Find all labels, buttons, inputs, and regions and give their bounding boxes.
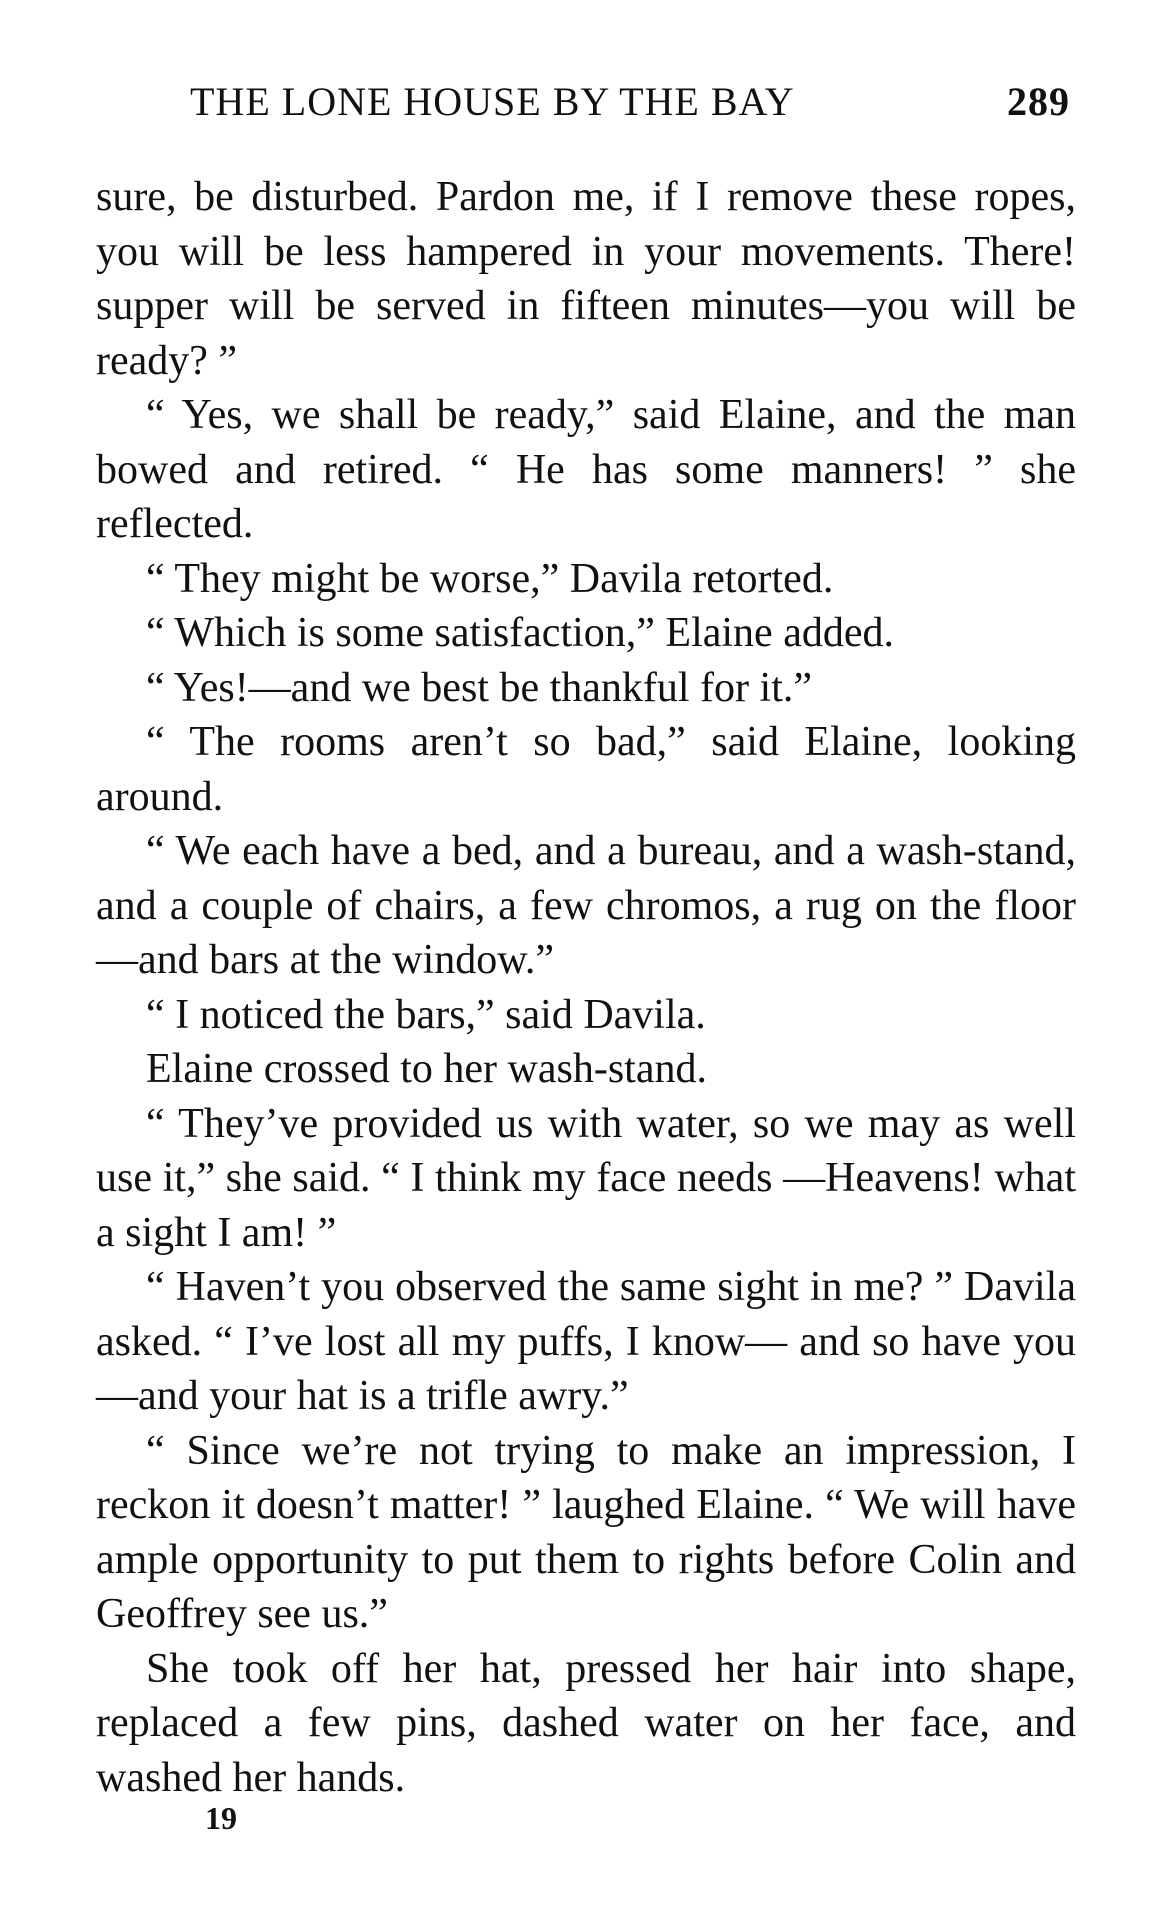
body-text — [96, 170, 1076, 1805]
paragraph-12: “ Since we’re not trying to make an impression, I reckon it doesn’t matter! ” laughed Elaine. “ We will have ample opportunity to put them to rights before Colin and Geoffrey see us.” — [96, 1427, 1076, 1637]
running-title: THE LONE HOUSE BY THE BAY — [190, 79, 795, 124]
paragraph-1: sure, be disturbed. Pardon me, if I remove these ropes, you will be less hampered in your movements. There! supper will be served in fifteen minutes—you will be ready? ” — [96, 174, 1076, 384]
paragraph-7: “ We each have a bed, and a bureau, and a wash-stand, and a couple of chairs, a few chromos, a rug on the floor—and bars at the window.” — [96, 828, 1076, 983]
paragraph-13: She took off her hat, pressed her hair into shape, replaced a few pins, dashed water on her face, and washed her hands. — [96, 1645, 1076, 1801]
signature-mark: 19 — [205, 1800, 237, 1836]
paragraph-4: “ Which is some satisfaction,” Elaine added. — [146, 610, 894, 656]
running-head — [190, 78, 1070, 128]
paragraph-6: “ The rooms aren’t so bad,” said Elaine, looking around. — [96, 719, 1076, 820]
paragraph-9: Elaine crossed to her wash-stand. — [146, 1046, 707, 1092]
paragraph-2: “ Yes, we shall be ready,” said Elaine, and the man bowed and retired. “ He has some manners! ” she reflected. — [96, 392, 1076, 547]
paragraph-3: “ They might be worse,” Davila retorted. — [146, 555, 834, 602]
paragraph-10: “ They’ve provided us with water, so we may as well use it,” she said. “ I think my face needs —Heavens! what a sight I am! ” — [96, 1100, 1076, 1256]
page-number: 289 — [1007, 79, 1070, 124]
paragraph-8: “ I noticed the bars,” said Davila. — [146, 991, 706, 1038]
paragraph-5: “ Yes!—and we best be thankful for it.” — [146, 664, 813, 711]
paragraph-11: “ Haven’t you observed the same sight in me? ” Davila asked. “ I’ve lost all my puffs, I know— and so have you—and your hat is a trifle awry.” — [96, 1264, 1076, 1419]
